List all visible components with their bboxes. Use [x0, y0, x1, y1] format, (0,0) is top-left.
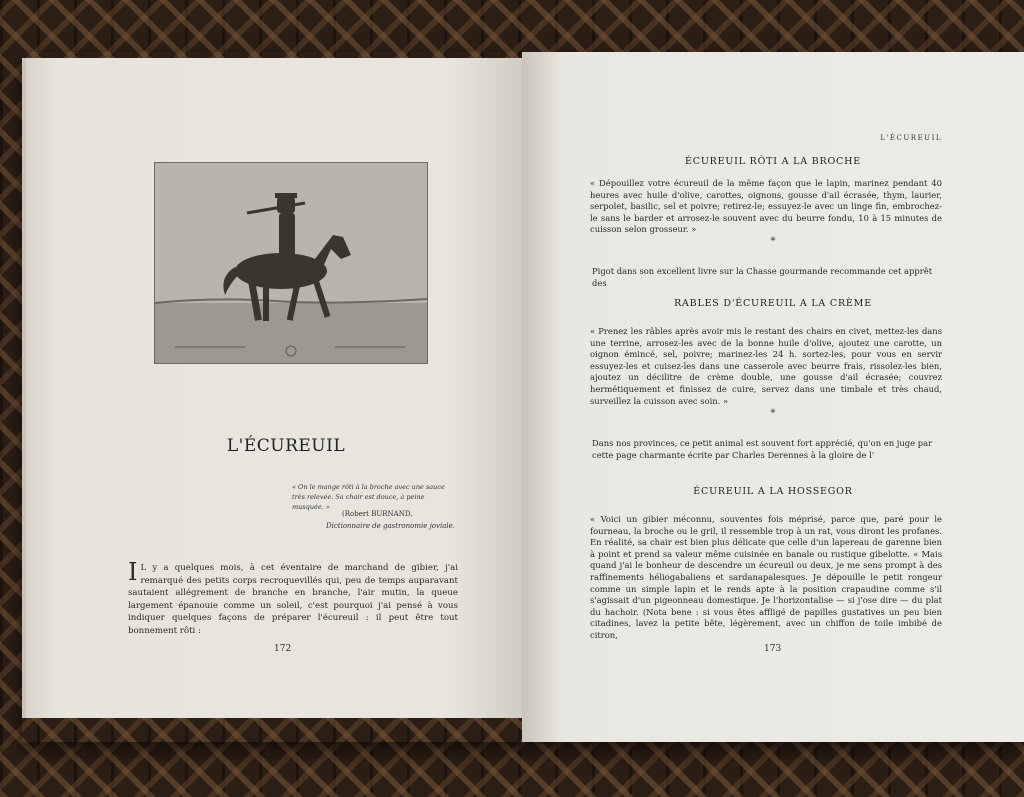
running-head: L'ÉCUREUIL — [880, 134, 942, 142]
epigraph-quote: « On le mange rôti à la broche avec une sauce très relevée. Sa chair est douce, à peine musquée. » — [292, 483, 445, 511]
heading-hossegor: ÉCUREUIL A LA HOSSEGOR — [693, 486, 853, 497]
epigraph-author: (Robert BURNAND, — [342, 510, 413, 518]
intro-derennes: Dans nos provinces, ce petit animal est souvent fort apprécié, qu'on en juge par cette page charmante écrite par Charles Derennes à la gloire de l' — [592, 438, 933, 460]
left-page — [22, 58, 526, 718]
chapter-title: L'ÉCUREUIL — [226, 436, 346, 456]
right-page — [522, 52, 1024, 742]
horseman-engraving — [154, 162, 428, 364]
page-number-left: 172 — [274, 644, 292, 654]
epigraph-source: Dictionnaire de gastronomie joviale. — [326, 522, 455, 530]
heading-ecureuil-roti: ÉCUREUIL RÔTI A LA BROCHE — [685, 156, 861, 167]
recipe-rables: « Prenez les râbles après avoir mis le restant des chairs en civet, mettez-les dans une terrine, arrosez-les avec de la bonne huile d'olive, ajoutez une carotte, un oignon émincé, sel, poivre; marinez-les 24 h. sortez-les, pour vous en servir essuyez-les et cuisez-les dans une casserole avec beurre frais, rissolez-les bien, ajoutez un décilitre de crème double, une gousse d'ail écrasée; couvrez hermétiquement et finissez de cuire, servez dans une timbale et très chaud, surveillez la cuisson avec soin. » — [590, 326, 942, 406]
heading-rables: RABLES D'ÉCUREUIL A LA CRÈME — [674, 298, 872, 309]
separator-star: * — [770, 236, 776, 247]
separator-star: * — [770, 408, 776, 419]
body-paragraph: L y a quelques mois, à cet éventaire de marchand de gibier, j'ai remarqué des petits corps recroquevillés qui, peu de temps auparavant sautaient allégrement de branche en branche, l'air mutin, la queue largement épanouie comme un soleil, c'est pourquoi j'ai pensé à vous indiquer quelques façons de préparer l'écureuil : il peut être tout bonnement rôti : — [128, 563, 458, 636]
open-book — [22, 52, 1024, 742]
recipe-hossegor: « Voici un gibier méconnu, souventes fois méprisé, parce que, paré pour le fourneau, la broche ou le gril, il ressemble trop à un rat, vous diront les profanes. En réalité, sa chair est bien plus délicate que celle d'un lapereau de garenne bien à point et prend sa valeur même cuisinée en banale ou rustique gibelotte. « Mais quand j'ai le bonheur de descendre un écureuil ou deux, je me sens prompt à des raffinements héliogabaliens et sardanapalesques. Je dépouille le petit rongeur comme un simple lapin et le rends apte à la position crapaudine comme s'il s'agissait d'un pigeonneau domestique. Je l'horizontalise — si j'ose dire — du plat du hachoir. (Nota bene : si vous êtes affligé de papilles gustatives un peu bien citadines, lavez la petite bête, légèrement, avec un chiffon de toile imbibé de citron, — [590, 514, 942, 640]
drop-cap: I — [128, 558, 138, 586]
recipe-roti: « Dépouillez votre écureuil de la même façon que le lapin, marinez pendant 40 heures avec huile d'olive, carottes, oignons, gousse d'ail écrasée, thym, laurier, serpolet, basilic, sel et poivre; retirez-le; essuyez-le avec un linge fin, embrochez-le sans le barder et arrosez-le souvent avec du beurre fondu, 10 à 15 minutes de cuisson selon grosseur. » — [590, 178, 942, 235]
body-text-left — [128, 558, 458, 638]
intro-pigot: Pigot dans son excellent livre sur la Chasse gourmande recommande cet apprêt des — [592, 266, 933, 288]
page-number-right: 173 — [764, 644, 782, 654]
